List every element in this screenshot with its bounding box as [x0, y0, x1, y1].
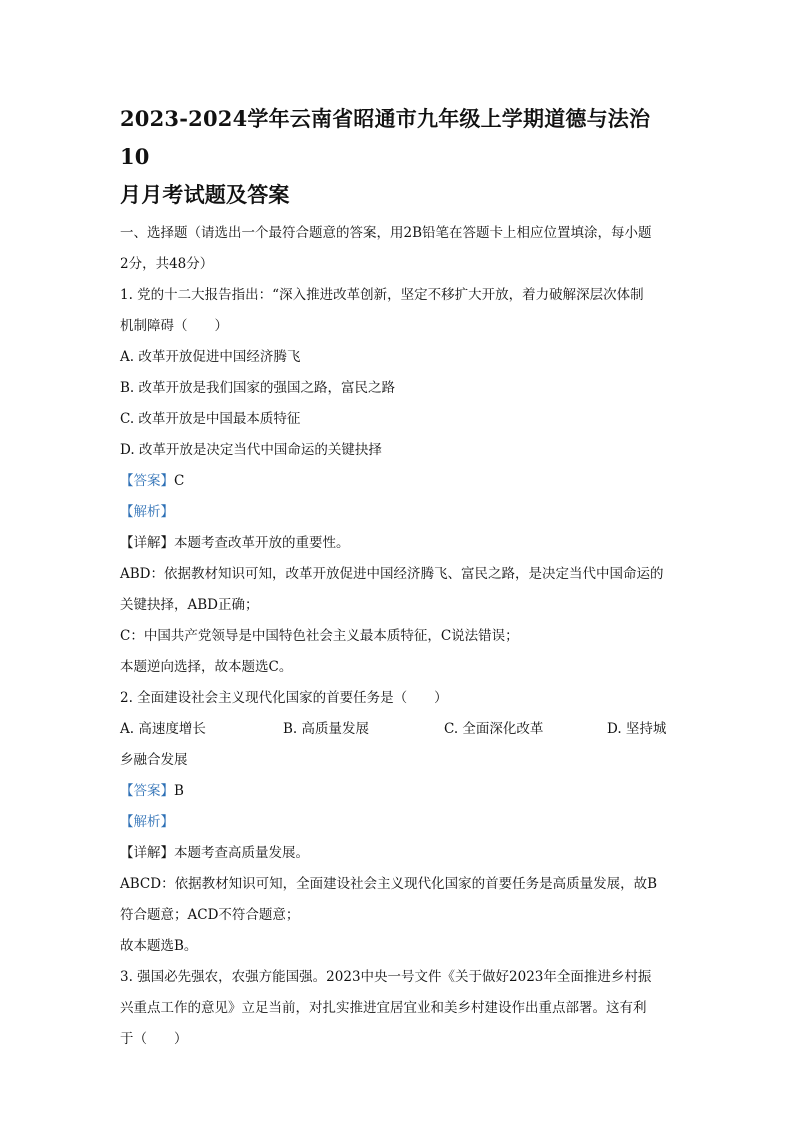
document-page: [120, 100, 676, 1055]
q1-detail: [120, 528, 676, 559]
q1-analysis: [120, 497, 676, 528]
document-title: [120, 100, 676, 214]
title-line-2: 月月考试题及答案: [120, 182, 290, 207]
q2-option-b: B. 高质量发展: [283, 721, 370, 737]
q1-abd-line-1: ABD：依据教材知识可知，改革开放促进中国经济腾飞、富民之路，是决定当代中国命运的: [120, 566, 664, 582]
q1-analysis-tag: 【解析】: [120, 504, 174, 520]
q2-abcd-line-2: 符合题意；ACD不符合题意；: [120, 907, 300, 923]
title-line-1: 2023-2024学年云南省昭通市九年级上学期道德与法治10: [120, 106, 651, 169]
q1-option-d: D. 改革开放是决定当代中国命运的关键抉择: [120, 442, 382, 458]
q1-detail-text: 本题考查改革开放的重要性。: [174, 535, 350, 551]
q2-option-d: D. 坚持城: [607, 721, 667, 737]
q2-answer: [120, 776, 676, 807]
q1-detail-tag: 【详解】: [120, 535, 174, 551]
q2-analysis: [120, 807, 676, 838]
q2-option-d-continued: 乡融合发展: [120, 752, 188, 768]
q1-answer-value: C: [174, 473, 185, 489]
section-instructions-line-2: 2分，共48分）: [120, 256, 214, 272]
question-2: [120, 683, 676, 962]
q2-answer-value: B: [174, 783, 184, 799]
q2-options-row: [120, 714, 676, 745]
q2-answer-tag: 【答案】: [120, 783, 174, 799]
q3-stem-line-3: 于（ ）: [120, 1031, 188, 1047]
q2-option-c: C. 全面深化改革: [444, 721, 544, 737]
q2-abcd-line-1: ABCD：依据教材知识可知，全面建设社会主义现代化国家的首要任务是高质量发展，故B: [120, 876, 657, 892]
question-3: [120, 962, 676, 1055]
q2-stem: 2. 全面建设社会主义现代化国家的首要任务是（ ）: [120, 690, 448, 706]
q2-conclusion: 故本题选B。: [120, 938, 198, 954]
q3-stem-line-2: 兴重点工作的意见》立足当前，对扎实推进宜居宜业和美乡村建设作出重点部署。这有利: [120, 1000, 647, 1016]
q1-abd-line-2: 关键抉择，ABD正确；: [120, 597, 259, 613]
q1-stem-line-2: 机制障碍（ ）: [120, 318, 228, 334]
q1-option-b: B. 改革开放是我们国家的强国之路，富民之路: [120, 380, 396, 396]
q1-answer: [120, 466, 676, 497]
q1-answer-tag: 【答案】: [120, 473, 174, 489]
q2-detail-text: 本题考查高质量发展。: [174, 845, 309, 861]
q2-option-a: A. 高速度增长: [120, 721, 206, 737]
q1-option-a: A. 改革开放促进中国经济腾飞: [120, 349, 301, 365]
section-instructions-line-1: 一、选择题（请选出一个最符合题意的答案，用2B铅笔在答题卡上相应位置填涂，每小题: [120, 225, 652, 241]
q3-stem-line-1: 3. 强国必先强农，农强方能国强。2023中央一号文件《关于做好2023年全面推进乡村振: [120, 969, 652, 985]
q1-stem-line-1: 1. 党的十二大报告指出：“深入推进改革创新，坚定不移扩大开放，着力破解深层次体制: [120, 287, 644, 303]
q2-detail: [120, 838, 676, 869]
q2-analysis-tag: 【解析】: [120, 814, 174, 830]
q1-c-explanation: C：中国共产党领导是中国特色社会主义最本质特征，C说法错误；: [120, 628, 519, 644]
q2-detail-tag: 【详解】: [120, 845, 174, 861]
q1-conclusion: 本题逆向选择，故本题选C。: [120, 659, 293, 675]
question-1: [120, 280, 676, 683]
q1-option-c: C. 改革开放是中国最本质特征: [120, 411, 301, 427]
